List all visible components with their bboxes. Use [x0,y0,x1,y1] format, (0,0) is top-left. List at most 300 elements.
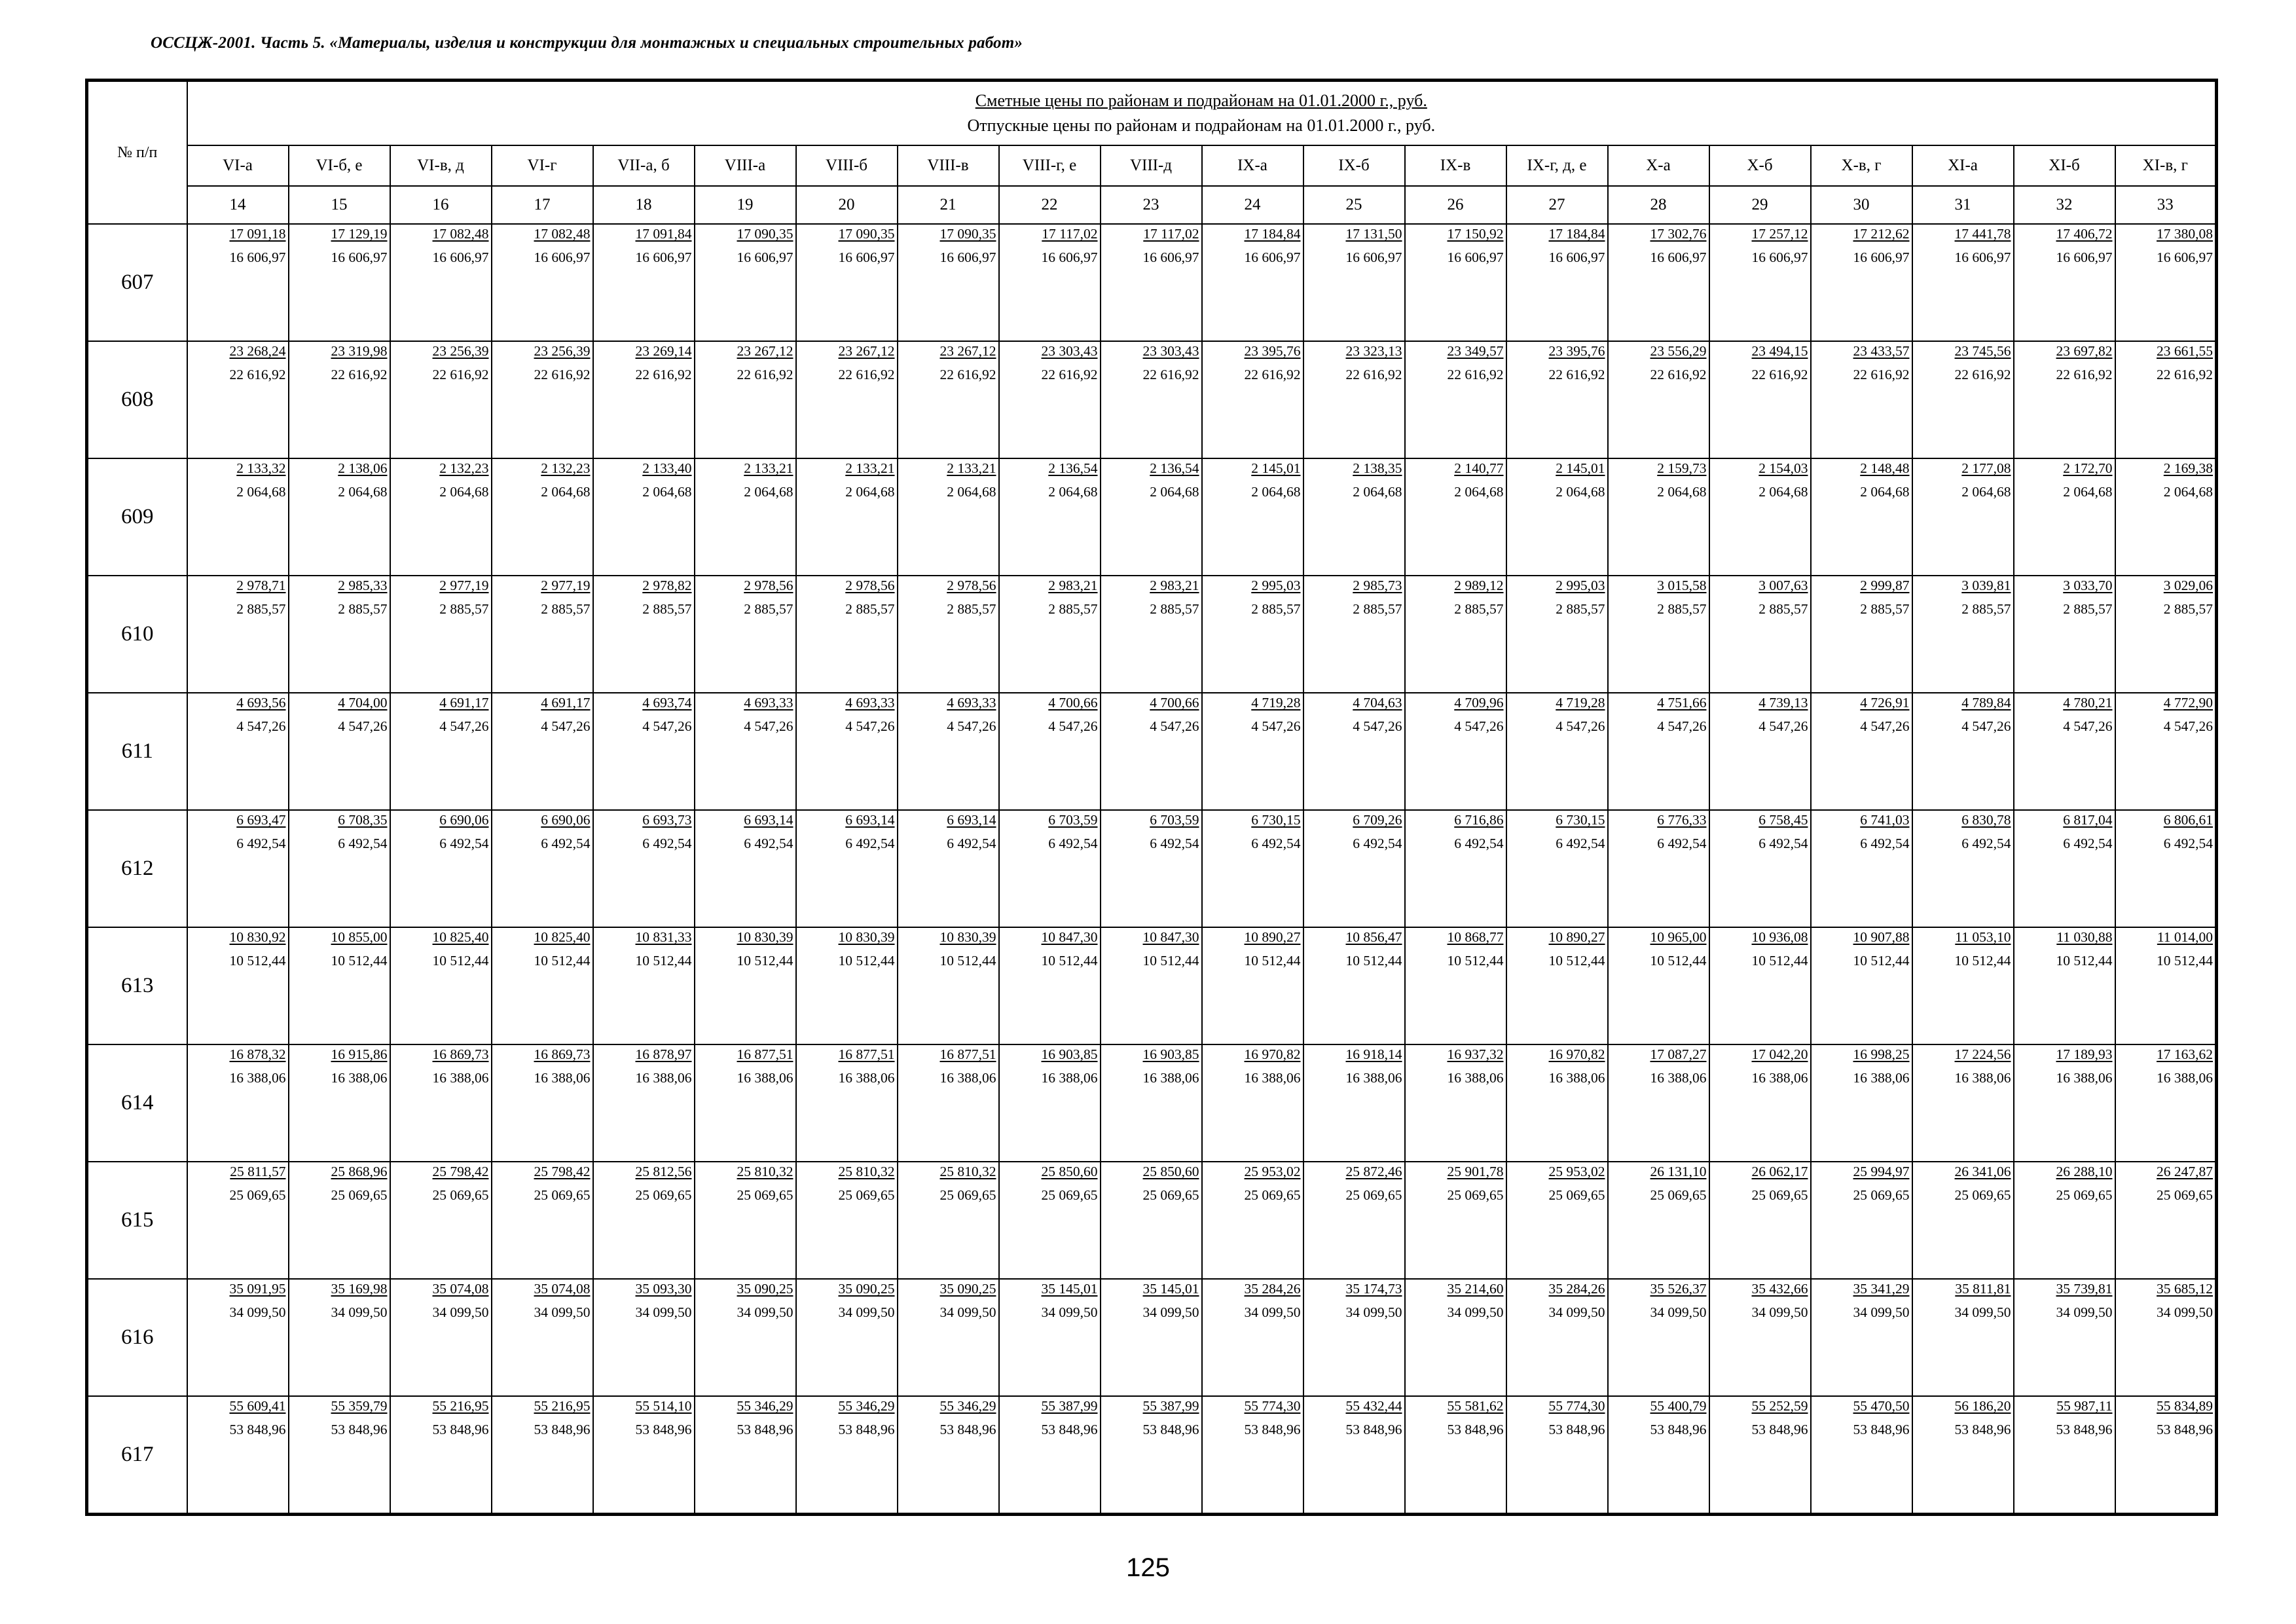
release-price: 4 547,26 [2063,718,2113,734]
estimate-price: 55 470,50 [1853,1398,1910,1414]
estimate-price: 35 145,01 [1142,1281,1199,1297]
release-price: 53 848,96 [229,1422,286,1437]
price-cell [1912,1396,2014,1515]
release-price: 25 069,65 [1345,1187,1402,1203]
price-cell [1506,1044,1608,1162]
estimate-price: 35 074,08 [432,1281,489,1297]
price-cell [1303,1396,1405,1515]
estimate-price: 55 359,79 [331,1398,388,1414]
estimate-price: 16 878,32 [229,1046,286,1062]
price-cell [187,224,289,341]
estimate-price: 2 978,56 [744,578,793,593]
release-price: 53 848,96 [432,1422,489,1437]
release-price: 34 099,50 [331,1304,388,1320]
estimate-price: 25 810,32 [939,1164,996,1179]
price-cell [492,693,593,810]
column-number: 24 [1202,186,1303,224]
column-number: 31 [1912,186,2014,224]
release-price: 2 064,68 [1758,484,1808,500]
table-row [87,224,2217,341]
price-cell [289,458,390,576]
release-price: 16 388,06 [2056,1070,2113,1086]
release-price: 2 885,57 [1961,601,2011,617]
estimate-price: 35 145,01 [1041,1281,1098,1297]
estimate-price: 55 581,62 [1447,1398,1504,1414]
release-price: 53 848,96 [1853,1422,1910,1437]
release-price: 4 547,26 [1657,718,1707,734]
estimate-price: 55 514,10 [635,1398,692,1414]
price-cell [999,927,1101,1044]
estimate-price: 11 030,88 [2056,929,2113,945]
table-row [87,693,2217,810]
estimate-price: 2 136,54 [1150,460,1199,476]
page-number: 125 [1126,1553,1170,1582]
estimate-price: 2 977,19 [439,578,489,593]
price-cell [593,927,695,1044]
price-cell [1303,341,1405,458]
price-cell [1506,1396,1608,1515]
release-price: 2 885,57 [541,601,591,617]
price-cell [1405,341,1506,458]
release-price: 34 099,50 [1142,1304,1199,1320]
price-cell [593,1044,695,1162]
price-cell [390,810,492,927]
estimate-price: 4 719,28 [1556,695,1605,710]
release-price: 16 606,97 [737,249,793,265]
row-number: 607 [87,224,187,341]
release-price: 6 492,54 [1353,836,1402,851]
release-price: 53 848,96 [2056,1422,2113,1437]
estimate-price: 35 685,12 [2157,1281,2214,1297]
release-price: 16 606,97 [939,249,996,265]
estimate-price: 55 252,59 [1751,1398,1808,1414]
table-row [87,341,2217,458]
price-cell [695,341,796,458]
estimate-price: 35 214,60 [1447,1281,1504,1297]
price-cell [796,1279,898,1396]
estimate-price: 4 751,66 [1657,695,1707,710]
release-price: 4 547,26 [338,718,388,734]
release-price: 6 492,54 [1860,836,1910,851]
price-cell [1405,927,1506,1044]
estimate-price: 10 830,39 [737,929,793,945]
estimate-price: 16 877,51 [737,1046,793,1062]
release-price: 2 885,57 [1556,601,1605,617]
column-number: 17 [492,186,593,224]
estimate-price: 4 700,66 [1150,695,1199,710]
release-price: 10 512,44 [939,953,996,969]
price-cell [1202,1162,1303,1279]
row-number: 612 [87,810,187,927]
estimate-price: 23 303,43 [1142,343,1199,359]
price-cell [898,693,999,810]
estimate-price: 25 812,56 [635,1164,692,1179]
release-price: 6 492,54 [541,836,591,851]
price-cell [289,576,390,693]
price-cell [1303,224,1405,341]
release-price: 6 492,54 [2163,836,2214,851]
estimate-price: 11 053,10 [1955,929,2011,945]
price-cell [1303,927,1405,1044]
price-cell [1912,1162,2014,1279]
price-cell [1303,810,1405,927]
release-price: 2 064,68 [439,484,489,500]
release-price: 16 388,06 [838,1070,895,1086]
price-cell [1709,458,1811,576]
release-price: 4 547,26 [845,718,895,734]
release-price: 2 064,68 [1657,484,1707,500]
release-price: 2 064,68 [1251,484,1301,500]
price-cell [187,576,289,693]
row-number: 614 [87,1044,187,1162]
price-cell [1202,810,1303,927]
row-number: 611 [87,693,187,810]
region-header: VIII-г, е [999,145,1101,186]
price-cell [1811,224,1912,341]
release-price: 34 099,50 [534,1304,591,1320]
price-cell [1405,1044,1506,1162]
price-cell [187,341,289,458]
estimate-price: 6 758,45 [1758,812,1808,828]
estimate-price: 55 774,30 [1548,1398,1605,1414]
estimate-price: 26 062,17 [1751,1164,1808,1179]
region-header: VI-в, д [390,145,492,186]
release-price: 2 064,68 [2163,484,2214,500]
row-number: 615 [87,1162,187,1279]
estimate-price: 55 774,30 [1244,1398,1301,1414]
price-cell [492,810,593,927]
estimate-price: 2 133,21 [845,460,895,476]
release-price: 4 547,26 [439,718,489,734]
release-price: 2 064,68 [1556,484,1605,500]
estimate-price: 23 256,39 [432,343,489,359]
price-cell [289,1162,390,1279]
price-cell [390,927,492,1044]
price-cell [695,1396,796,1515]
price-cell [1405,224,1506,341]
release-price: 4 547,26 [1961,718,2011,734]
release-price: 25 069,65 [838,1187,895,1203]
price-cell [2115,693,2217,810]
price-cell [1811,810,1912,927]
estimate-price: 35 341,29 [1853,1281,1910,1297]
release-price: 2 064,68 [2063,484,2113,500]
estimate-price: 10 830,39 [939,929,996,945]
estimate-price: 6 817,04 [2063,812,2113,828]
release-price: 16 606,97 [534,249,591,265]
price-cell [492,341,593,458]
release-price: 22 616,92 [534,367,591,382]
price-cell [796,458,898,576]
estimate-price: 17 091,84 [635,226,692,242]
release-price: 53 848,96 [1954,1422,2011,1437]
estimate-price: 17 163,62 [2157,1046,2214,1062]
table-row [87,576,2217,693]
price-cell [1608,1044,1709,1162]
release-price: 2 064,68 [1353,484,1402,500]
price-cell [796,576,898,693]
estimate-price: 4 693,33 [845,695,895,710]
release-price: 10 512,44 [838,953,895,969]
estimate-price: 23 269,14 [635,343,692,359]
price-cell [1912,1044,2014,1162]
estimate-price: 6 716,86 [1454,812,1504,828]
release-price: 34 099,50 [2056,1304,2113,1320]
release-price: 16 388,06 [1751,1070,1808,1086]
estimate-price: 16 877,51 [838,1046,895,1062]
estimate-price: 2 136,54 [1048,460,1098,476]
price-cell [1811,693,1912,810]
release-price: 2 064,68 [1150,484,1199,500]
price-cell [796,224,898,341]
price-cell [289,693,390,810]
estimate-price: 35 074,08 [534,1281,591,1297]
release-price: 10 512,44 [1345,953,1402,969]
release-price: 16 388,06 [1447,1070,1504,1086]
release-price: 25 069,65 [229,1187,286,1203]
estimate-price: 10 830,39 [838,929,895,945]
estimate-price: 17 117,02 [1042,226,1098,242]
release-price: 16 388,06 [737,1070,793,1086]
release-price: 16 606,97 [432,249,489,265]
price-cell [593,576,695,693]
column-number: 26 [1405,186,1506,224]
release-price: 2 885,57 [2163,601,2214,617]
estimate-price: 25 810,32 [737,1164,793,1179]
estimate-price: 17 131,50 [1345,226,1402,242]
estimate-price: 6 730,15 [1556,812,1605,828]
estimate-price: 2 145,01 [1251,460,1301,476]
price-cell [1608,458,1709,576]
estimate-price: 17 042,20 [1751,1046,1808,1062]
release-price: 53 848,96 [331,1422,388,1437]
price-cell [1912,224,2014,341]
release-price: 22 616,92 [1650,367,1707,382]
estimate-price: 6 703,59 [1048,812,1098,828]
estimate-price: 23 319,98 [331,343,388,359]
estimate-price: 6 830,78 [1961,812,2011,828]
release-price: 2 885,57 [439,601,489,617]
region-header: VIII-в [898,145,999,186]
release-price: 25 069,65 [1244,1187,1301,1203]
price-cell [593,1396,695,1515]
estimate-price: 35 169,98 [331,1281,388,1297]
estimate-price: 35 811,81 [1955,1281,2011,1297]
price-cell [1811,1396,1912,1515]
release-price: 2 064,68 [1860,484,1910,500]
price-cell [2014,458,2115,576]
estimate-price: 4 693,33 [744,695,793,710]
release-price: 2 885,57 [947,601,996,617]
release-price: 16 388,06 [2157,1070,2214,1086]
estimate-price: 3 033,70 [2063,578,2113,593]
estimate-price: 55 834,89 [2157,1398,2214,1414]
estimate-price: 2 985,33 [338,578,388,593]
estimate-price: 10 856,47 [1345,929,1402,945]
estimate-price: 17 441,78 [1954,226,2011,242]
estimate-price: 2 133,21 [744,460,793,476]
release-price: 10 512,44 [1954,953,2011,969]
price-cell [1202,224,1303,341]
column-number: 22 [999,186,1101,224]
release-price: 34 099,50 [432,1304,489,1320]
release-price: 6 492,54 [1048,836,1098,851]
price-cell [390,1162,492,1279]
estimate-price: 23 267,12 [737,343,793,359]
estimate-price: 10 847,30 [1041,929,1098,945]
column-number: 28 [1608,186,1709,224]
price-cell [593,693,695,810]
release-price: 16 606,97 [1954,249,2011,265]
estimate-price: 55 987,11 [2056,1398,2113,1414]
estimate-price: 55 432,44 [1345,1398,1402,1414]
release-price: 16 388,06 [1650,1070,1707,1086]
release-price: 2 885,57 [1150,601,1199,617]
release-price: 22 616,92 [838,367,895,382]
price-cell [593,810,695,927]
release-price: 25 069,65 [1548,1187,1605,1203]
release-price: 10 512,44 [534,953,591,969]
release-price: 6 492,54 [845,836,895,851]
price-cell [187,927,289,1044]
estimate-price: 6 708,35 [338,812,388,828]
price-cell [695,693,796,810]
estimate-price: 23 697,82 [2056,343,2113,359]
row-number-header: № п/п [87,81,187,225]
price-cell [898,458,999,576]
estimate-price: 35 174,73 [1345,1281,1402,1297]
estimate-price: 4 719,28 [1251,695,1301,710]
estimate-price: 3 039,81 [1961,578,2011,593]
release-price: 16 606,97 [1142,249,1199,265]
estimate-price: 23 323,13 [1345,343,1402,359]
estimate-price: 3 015,58 [1657,578,1707,593]
price-cell [1912,576,2014,693]
estimate-price: 4 704,00 [338,695,388,710]
estimate-price: 17 090,35 [838,226,895,242]
price-cell [695,458,796,576]
price-cell [187,1396,289,1515]
price-cell [2014,224,2115,341]
estimate-price: 17 184,84 [1548,226,1605,242]
release-price: 22 616,92 [229,367,286,382]
release-price: 16 606,97 [1548,249,1605,265]
release-price: 34 099,50 [1244,1304,1301,1320]
price-cell [999,693,1101,810]
price-cell [1202,458,1303,576]
estimate-price: 17 150,92 [1447,226,1504,242]
release-price: 6 492,54 [338,836,388,851]
release-price: 6 492,54 [947,836,996,851]
estimate-price: 55 400,79 [1650,1398,1707,1414]
estimate-price: 4 693,56 [236,695,286,710]
release-price: 22 616,92 [1142,367,1199,382]
release-price: 4 547,26 [2163,718,2214,734]
release-price: 2 064,68 [947,484,996,500]
estimate-price: 2 138,06 [338,460,388,476]
release-price: 53 848,96 [939,1422,996,1437]
estimate-price: 2 985,73 [1353,578,1402,593]
estimate-price: 26 341,06 [1954,1164,2011,1179]
price-cell [2115,927,2217,1044]
estimate-price: 35 284,26 [1244,1281,1301,1297]
price-cell [1912,341,2014,458]
release-price: 34 099,50 [1041,1304,1098,1320]
release-price: 16 388,06 [1345,1070,1402,1086]
price-cell [999,341,1101,458]
estimate-price: 4 726,91 [1860,695,1910,710]
estimate-price: 10 830,92 [229,929,286,945]
column-number: 30 [1811,186,1912,224]
estimate-price: 17 129,19 [331,226,388,242]
price-cell [1202,927,1303,1044]
release-price: 2 885,57 [1860,601,1910,617]
release-price: 16 388,06 [635,1070,692,1086]
price-cell [289,1396,390,1515]
price-cell [1811,927,1912,1044]
release-price: 16 388,06 [1548,1070,1605,1086]
release-price: 22 616,92 [1548,367,1605,382]
release-price: 25 069,65 [939,1187,996,1203]
table-row [87,1396,2217,1515]
release-price: 2 885,57 [1657,601,1707,617]
price-cell [1405,1279,1506,1396]
price-cell [492,576,593,693]
release-price: 2 885,57 [236,601,286,617]
column-number: 15 [289,186,390,224]
price-cell [2014,693,2115,810]
estimate-price: 17 380,08 [2157,226,2214,242]
release-price: 2 885,57 [1048,601,1098,617]
estimate-price: 55 609,41 [229,1398,286,1414]
release-price: 4 547,26 [1860,718,1910,734]
release-price: 16 606,97 [229,249,286,265]
price-cell [289,927,390,1044]
estimate-price-caption: Сметные цены по районам и подрайонам на 01.01.2000 г., руб. [975,91,1427,110]
estimate-price: 6 690,06 [541,812,591,828]
price-cell [695,927,796,1044]
estimate-price: 10 936,08 [1751,929,1808,945]
estimate-price: 2 995,03 [1251,578,1301,593]
release-price: 16 388,06 [1954,1070,2011,1086]
price-cell [2014,576,2115,693]
estimate-price: 17 117,02 [1143,226,1199,242]
price-cell [1709,927,1811,1044]
estimate-price: 16 918,14 [1345,1046,1402,1062]
release-price: 6 492,54 [2063,836,2113,851]
estimate-price: 23 267,12 [939,343,996,359]
release-price: 34 099,50 [1954,1304,2011,1320]
estimate-price: 55 346,29 [838,1398,895,1414]
release-price: 10 512,44 [229,953,286,969]
price-cell [390,693,492,810]
price-cell [898,1279,999,1396]
region-header: X-б [1709,145,1811,186]
estimate-price: 16 869,73 [432,1046,489,1062]
column-number: 18 [593,186,695,224]
estimate-price: 16 903,85 [1041,1046,1098,1062]
release-price: 10 512,44 [1142,953,1199,969]
estimate-price: 17 189,93 [2056,1046,2113,1062]
release-price: 2 885,57 [1353,601,1402,617]
release-price: 16 388,06 [1853,1070,1910,1086]
release-price: 4 547,26 [1454,718,1504,734]
release-price: 22 616,92 [1041,367,1098,382]
estimate-price: 2 133,32 [236,460,286,476]
price-cell [187,458,289,576]
release-price: 2 064,68 [1048,484,1098,500]
price-cell [1303,1162,1405,1279]
